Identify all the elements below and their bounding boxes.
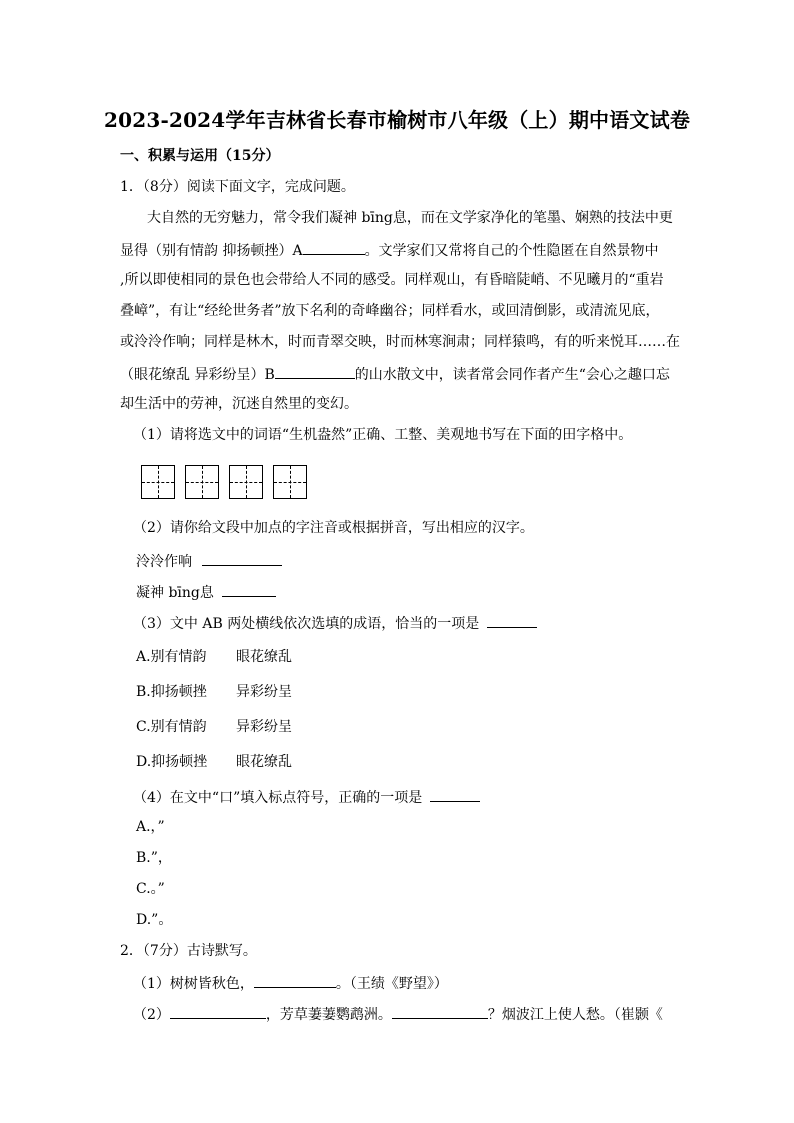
option-a-second: 眼花缭乱	[236, 649, 292, 665]
option-a-first: A.别有情韵	[136, 649, 207, 665]
option-d-second: 眼花缭乱	[236, 754, 292, 770]
passage-line-5: 或泠泠作响；同样是林木，时而青翠交映，时而林寒涧肃；同样猿鸣，有的听来悦耳……在	[120, 334, 680, 350]
passage-line-6	[120, 364, 670, 384]
answer-blank[interactable]	[430, 787, 480, 802]
pinyin-item-2	[136, 582, 276, 602]
pinyin-item-2-label: 凝神 bīng息	[136, 585, 214, 601]
poem-line-2	[133, 1004, 663, 1024]
answer-blank[interactable]	[222, 582, 276, 597]
option-d-first: D.抑扬顿挫	[136, 754, 208, 770]
writing-grid-cell[interactable]	[273, 465, 307, 499]
poem-line-2-middle: ，芳草萋萋鹦鹉洲。	[265, 1007, 392, 1023]
writing-grid-cell[interactable]	[185, 465, 219, 499]
punctuation-option-a[interactable]: A.，”	[136, 819, 165, 835]
option-b-second: 异彩纷呈	[236, 684, 292, 700]
section-heading: 一、积累与运用（15分）	[120, 148, 280, 164]
punctuation-option-c[interactable]: C.。”	[136, 881, 165, 897]
passage-line-2	[120, 240, 659, 260]
passage-line-7: 却生活中的劳神，沉迷自然里的变幻。	[120, 396, 358, 412]
passage-line-6-start: （眼花缭乱 异彩纷呈）B	[120, 367, 275, 383]
option-row[interactable]	[136, 753, 292, 771]
writing-grid-cell[interactable]	[229, 465, 263, 499]
writing-grid-cell[interactable]	[141, 465, 175, 499]
sub-question-4-text: （4）在文中“口”填入标点符号，正确的一项是	[133, 790, 423, 806]
passage-line-2-start: 显得（别有情韵 抑扬顿挫）A	[120, 243, 303, 259]
poem-line-2-start: （2）	[133, 1007, 170, 1023]
pinyin-item-1	[136, 551, 282, 571]
blank-b	[275, 364, 355, 379]
option-row[interactable]	[136, 683, 292, 701]
poem-line-1	[133, 973, 448, 993]
poem-line-1-start: （1）树树皆秋色，	[133, 976, 254, 992]
poem-line-1-end: 。（王绩《野望》）	[335, 976, 448, 992]
answer-blank[interactable]	[487, 613, 537, 628]
option-c-second: 异彩纷呈	[236, 719, 292, 735]
sub-question-1: （1）请将选文中的词语“生机盎然”正确、工整、美观地书写在下面的田字格中。	[133, 427, 633, 443]
pinyin-item-1-label: 泠泠作响	[136, 554, 192, 570]
page-title: 2023-2024学年吉林省长春市榆树市八年级（上）期中语文试卷	[103, 108, 691, 132]
option-b-first: B.抑扬顿挫	[136, 684, 207, 700]
answer-blank[interactable]	[254, 973, 336, 988]
option-row[interactable]	[136, 648, 292, 666]
blank-a	[303, 240, 365, 255]
punctuation-option-b[interactable]: B.”，	[136, 850, 172, 866]
poem-line-2-end: ？烟波江上使人愁。（崔颢《	[487, 1007, 663, 1023]
sub-question-3	[133, 613, 537, 633]
option-c-first: C.别有情韵	[136, 719, 207, 735]
option-row[interactable]	[136, 718, 292, 736]
answer-blank[interactable]	[170, 1004, 266, 1019]
passage-line-6-end: 的山水散文中，读者常会同作者产生“会心之趣口忘	[354, 367, 670, 383]
answer-blank[interactable]	[202, 551, 282, 566]
passage-line-2-end: 。文学家们又常将自己的个性隐匿在自然景物中	[364, 243, 659, 259]
sub-question-2: （2）请你给文段中加点的字注音或根据拼音，写出相应的汉字。	[133, 520, 534, 536]
passage-line-3: ,所以即使相同的景色也会带给人不同的感受。同样观山，有昏暗陡峭、不见曦月的“重岩	[120, 272, 664, 288]
passage-line-1: 大自然的无穷魅力，常令我们凝神 bīng息，而在文学家净化的笔墨、娴熟的技法中更	[147, 210, 673, 226]
punctuation-option-d[interactable]: D.”。	[136, 912, 173, 928]
question-2-stem: 2．（7分）古诗默写。	[120, 943, 257, 959]
answer-blank[interactable]	[392, 1004, 488, 1019]
question-1-stem: 1．（8分）阅读下面文字，完成问题。	[120, 179, 355, 195]
passage-line-4: 叠嶂”，有让“经纶世务者”放下名利的奇峰幽谷；同样看水，或回清倒影，或清流见底，	[120, 303, 660, 319]
sub-question-4	[133, 787, 480, 807]
sub-question-3-text: （3）文中 AB 两处横线依次选填的成语，恰当的一项是	[133, 616, 480, 632]
